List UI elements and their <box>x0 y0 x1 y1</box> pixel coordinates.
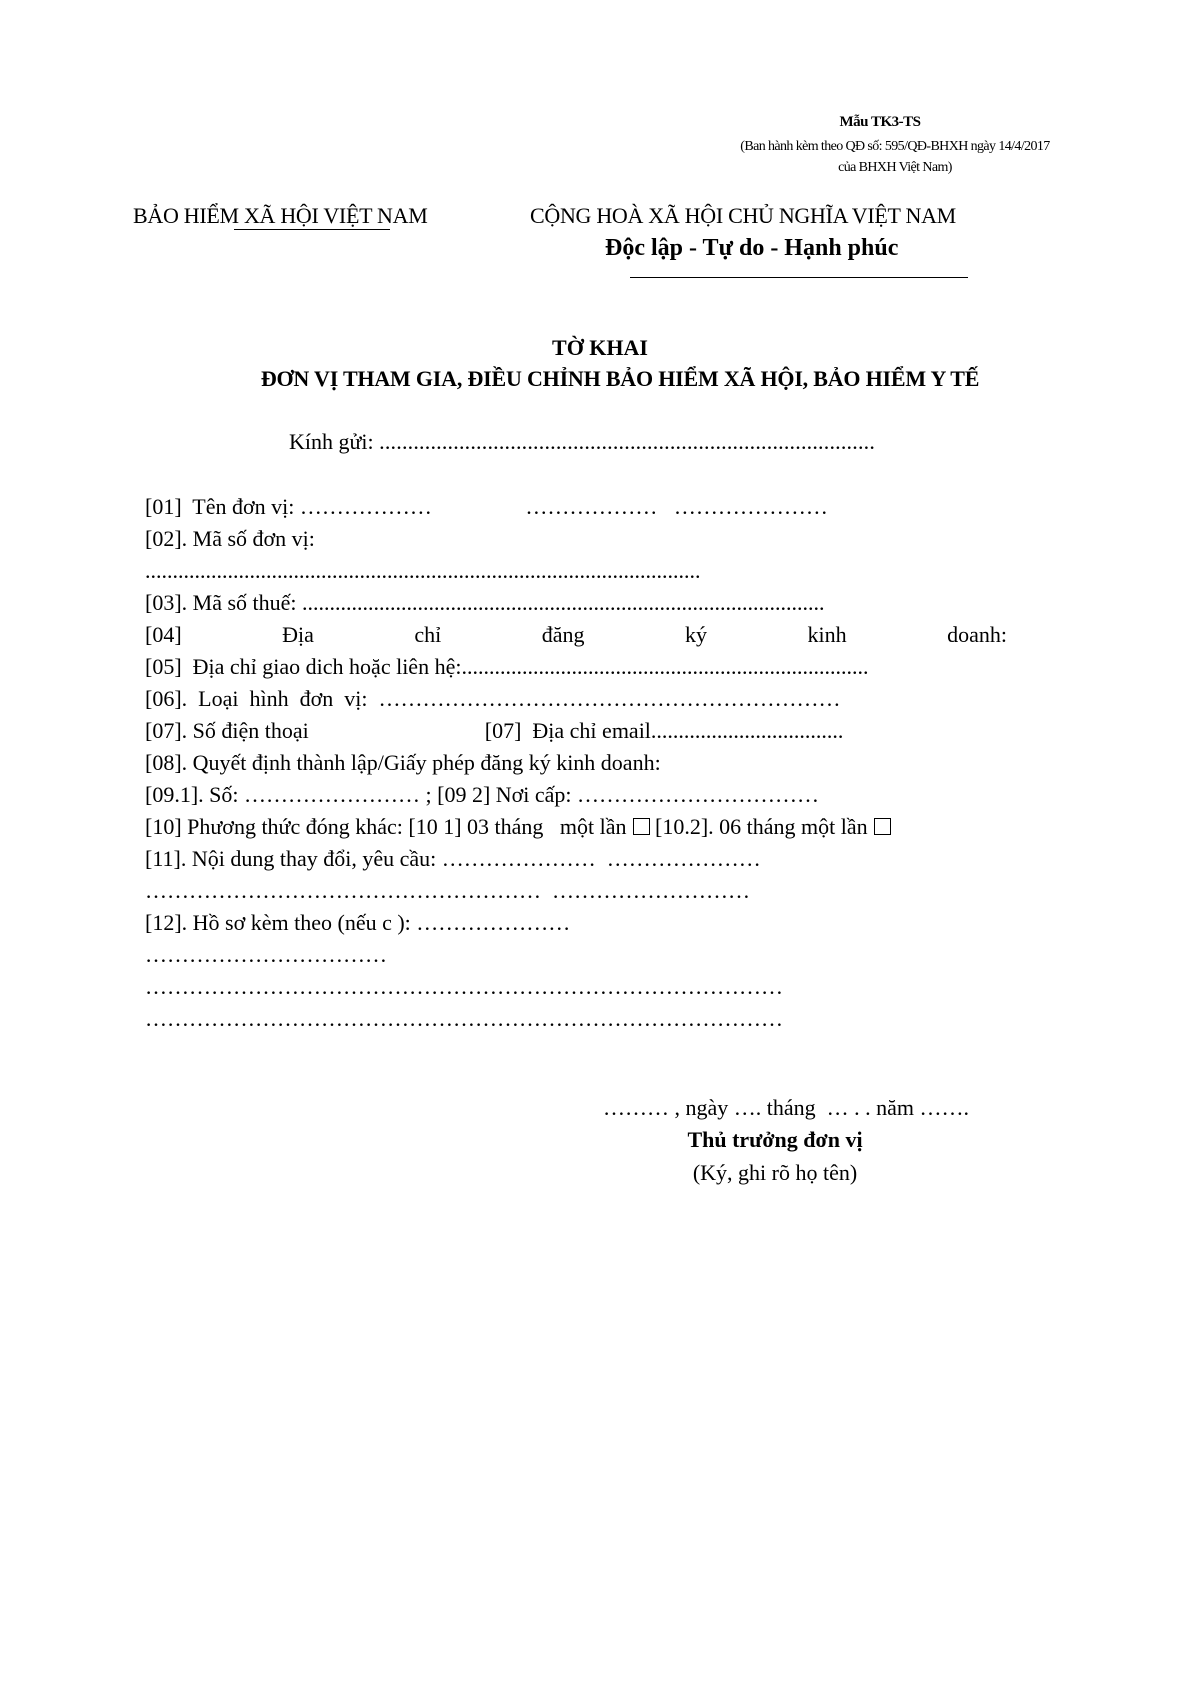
field-attachments-cont[interactable]: …………………………………………………………………………… <box>145 1006 783 1031</box>
recipient-line <box>289 429 875 455</box>
field-tax-code[interactable]: [03]. Mã số thuế: ............................................................................................... <box>145 590 825 615</box>
field-license: [08]. Quyết định thành lập/Giấy phép đăng ký kinh doanh: <box>145 750 661 775</box>
field-contact-address[interactable]: [05] Địa chỉ giao dich hoặc liên hệ:.......................................................................... <box>145 654 869 679</box>
f04-word: Địa <box>282 622 314 647</box>
field-change-request-cont[interactable]: ……………………………………………… ……………………… <box>145 878 750 903</box>
form-note: (Ban hành kèm theo QĐ số: 595/QĐ-BHXH ngày 14/4/2017 của BHXH Việt Nam) <box>740 139 1050 175</box>
field-unit-code-fill[interactable]: ..................................................................................................... <box>145 558 701 583</box>
field-attachments[interactable]: [12]. Hồ sơ kèm theo (nếu c ): ………………… <box>145 910 571 935</box>
recipient-label: Kính gửi: <box>289 429 380 454</box>
f04-word: kinh <box>807 622 847 647</box>
f04-word: chỉ <box>414 622 442 647</box>
field-change-request[interactable]: [11]. Nội dung thay đổi, yêu cầu: ………………… ………………… <box>145 846 761 871</box>
agency-underline <box>234 229 390 230</box>
form-id: Mẫu TK3-TS <box>839 114 921 130</box>
signature-note: (Ký, ghi rõ họ tên) <box>692 1160 858 1185</box>
recipient-fill[interactable]: ....................................................................................... <box>379 429 876 454</box>
field-attachments-cont[interactable]: …………………………………………………………………………… <box>145 974 783 999</box>
f04-word: doanh: <box>947 622 1007 647</box>
nation-name: CỘNG HOÀ XÃ HỘI CHỦ NGHĨA VIỆT NAM <box>530 203 956 228</box>
f04-word: đăng <box>541 622 585 647</box>
field-attachments-cont[interactable]: …………………………… <box>145 942 387 967</box>
motto-underline <box>630 277 968 278</box>
payment-option-6-months: [10.2]. 06 tháng một lần <box>649 814 868 839</box>
field-unit-type[interactable]: [06]. Loại hình đơn vị: ……………………………………………………… <box>145 686 841 711</box>
signature-title: Thủ trưởng đơn vị <box>687 1127 863 1152</box>
field-phone-email[interactable]: [07]. Số điện thoại [07] Địa chỉ email................................... <box>145 718 844 743</box>
document-title: TỜ KHAI <box>552 335 648 360</box>
signature-date[interactable]: ……… , ngày …. tháng … . . năm ……. <box>603 1095 970 1120</box>
field-unit-code[interactable]: [02]. Mã số đơn vị: <box>145 526 315 551</box>
field-license-number[interactable]: [09.1]. Số: …………………… ; [09 2] Nơi cấp: …………………………… <box>145 782 820 807</box>
field-unit-name[interactable]: [01] Tên đơn vị: ……………… ……………… ………………… <box>145 494 828 519</box>
checkbox-3-months[interactable] <box>633 818 650 835</box>
f04-word: ký <box>685 622 708 647</box>
payment-option-3-months: [10] Phương thức đóng khác: [10 1] 03 tháng một lần <box>145 814 627 839</box>
national-motto: Độc lập - Tự do - Hạnh phúc <box>605 235 899 261</box>
field-business-address[interactable] <box>145 622 1007 648</box>
document-subtitle: ĐƠN VỊ THAM GIA, ĐIỀU CHỈNH BẢO HIỂM XÃ HỘI, BẢO HIỂM Y TẾ <box>260 366 980 391</box>
agency-name: BẢO HIỂM XÃ HỘI VIỆT NAM <box>133 203 428 228</box>
checkbox-6-months[interactable] <box>874 818 891 835</box>
f04-word: [04] <box>145 622 182 647</box>
field-payment-method <box>145 814 891 840</box>
